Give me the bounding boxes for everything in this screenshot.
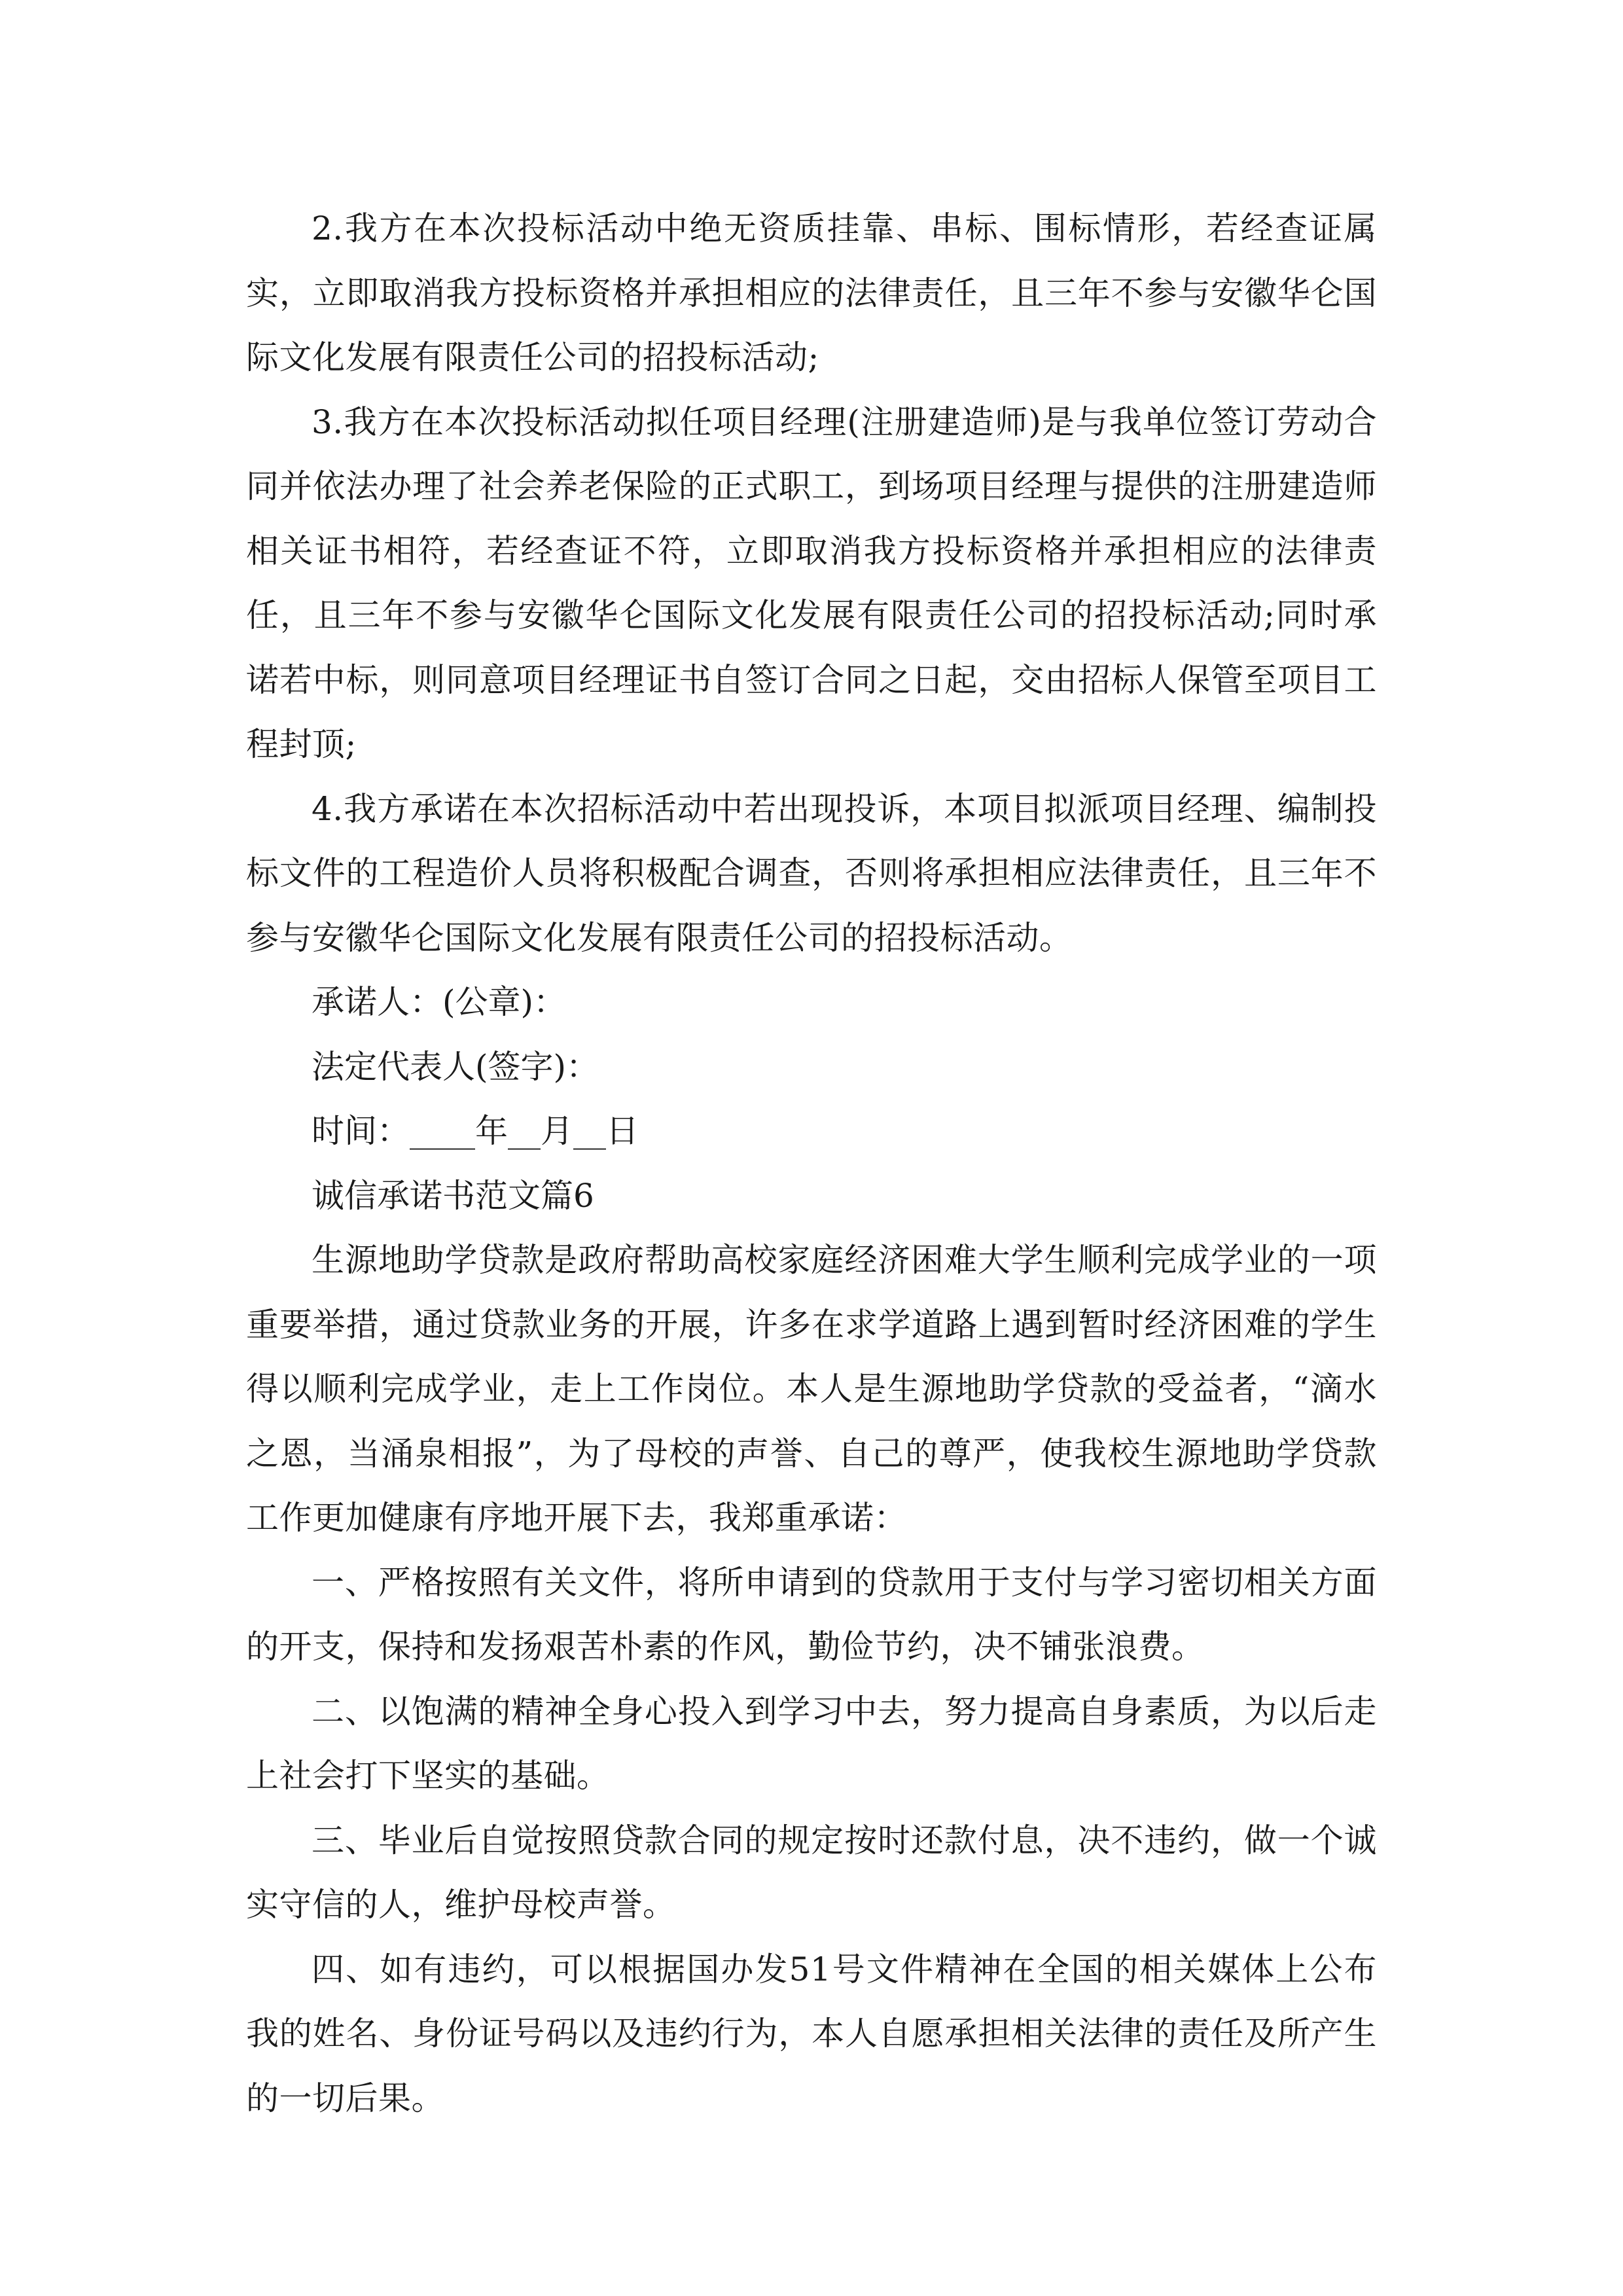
- clause-4: 4.我方承诺在本次招标活动中若出现投诉，本项目拟派项目经理、编制投标文件的工程造价人员将积极配合调查，否则将承担相应法律责任，且三年不参与安徽华仑国际文化发展有限责任公司的招投标活动。: [246, 789, 1377, 957]
- promisor-line: 承诺人：(公章)：: [312, 983, 567, 1021]
- document-body: [246, 196, 1377, 2130]
- clause-3: 3.我方在本次投标活动拟任项目经理(注册建造师)是与我单位签订劳动合同并依法办理了社会养老保险的正式职工，到场项目经理与提供的注册建造师相关证书相符，若经查证不符，立即取消我方投标资格并承担相应的法律责任，且三年不参与安徽华仑国际文化发展有限责任公司的招投标活动;同时承诺若中标，则同意项目经理证书自签订合同之日起，交由招标人保管至项目工程封顶;: [246, 403, 1377, 763]
- pledge-4: 四、如有违约，可以根据国办发51号文件精神在全国的相关媒体上公布我的姓名、身份证号码以及违约行为，本人自愿承担相关法律的责任及所产生的一切后果。: [246, 1950, 1377, 2117]
- pledge-2: 二、以饱满的精神全身心投入到学习中去，努力提高自身素质，为以后走上社会打下坚实的基础。: [246, 1692, 1377, 1795]
- pledge-1: 一、严格按照有关文件，将所申请到的贷款用于支付与学习密切相关方面的开支，保持和发扬艰苦朴素的作风，勤俭节约，决不铺张浪费。: [246, 1563, 1377, 1666]
- section-title: 诚信承诺书范文篇6: [312, 1176, 594, 1215]
- pledge-3: 三、毕业后自觉按照贷款合同的规定按时还款付息，决不违约，做一个诚实守信的人，维护母校声誉。: [246, 1821, 1377, 1924]
- clause-2: 2.我方在本次投标活动中绝无资质挂靠、串标、围标情形，若经查证属实，立即取消我方投标资格并承担相应的法律责任，且三年不参与安徽华仑国际文化发展有限责任公司的招投标活动;: [246, 209, 1377, 376]
- intro-paragraph: 生源地助学贷款是政府帮助高校家庭经济困难大学生顺利完成学业的一项重要举措，通过贷款业务的开展，许多在求学道路上遇到暂时经济困难的学生得以顺利完成学业，走上工作岗位。本人是生源地助学贷款的受益者，“滴水之恩，当涌泉相报”，为了母校的声誉、自己的尊严，使我校生源地助学贷款工作更加健康有序地开展下去，我郑重承诺：: [246, 1241, 1377, 1537]
- date-line: 时间：____年__月__日: [312, 1112, 639, 1150]
- legal-rep-line: 法定代表人(签字)：: [312, 1047, 599, 1086]
